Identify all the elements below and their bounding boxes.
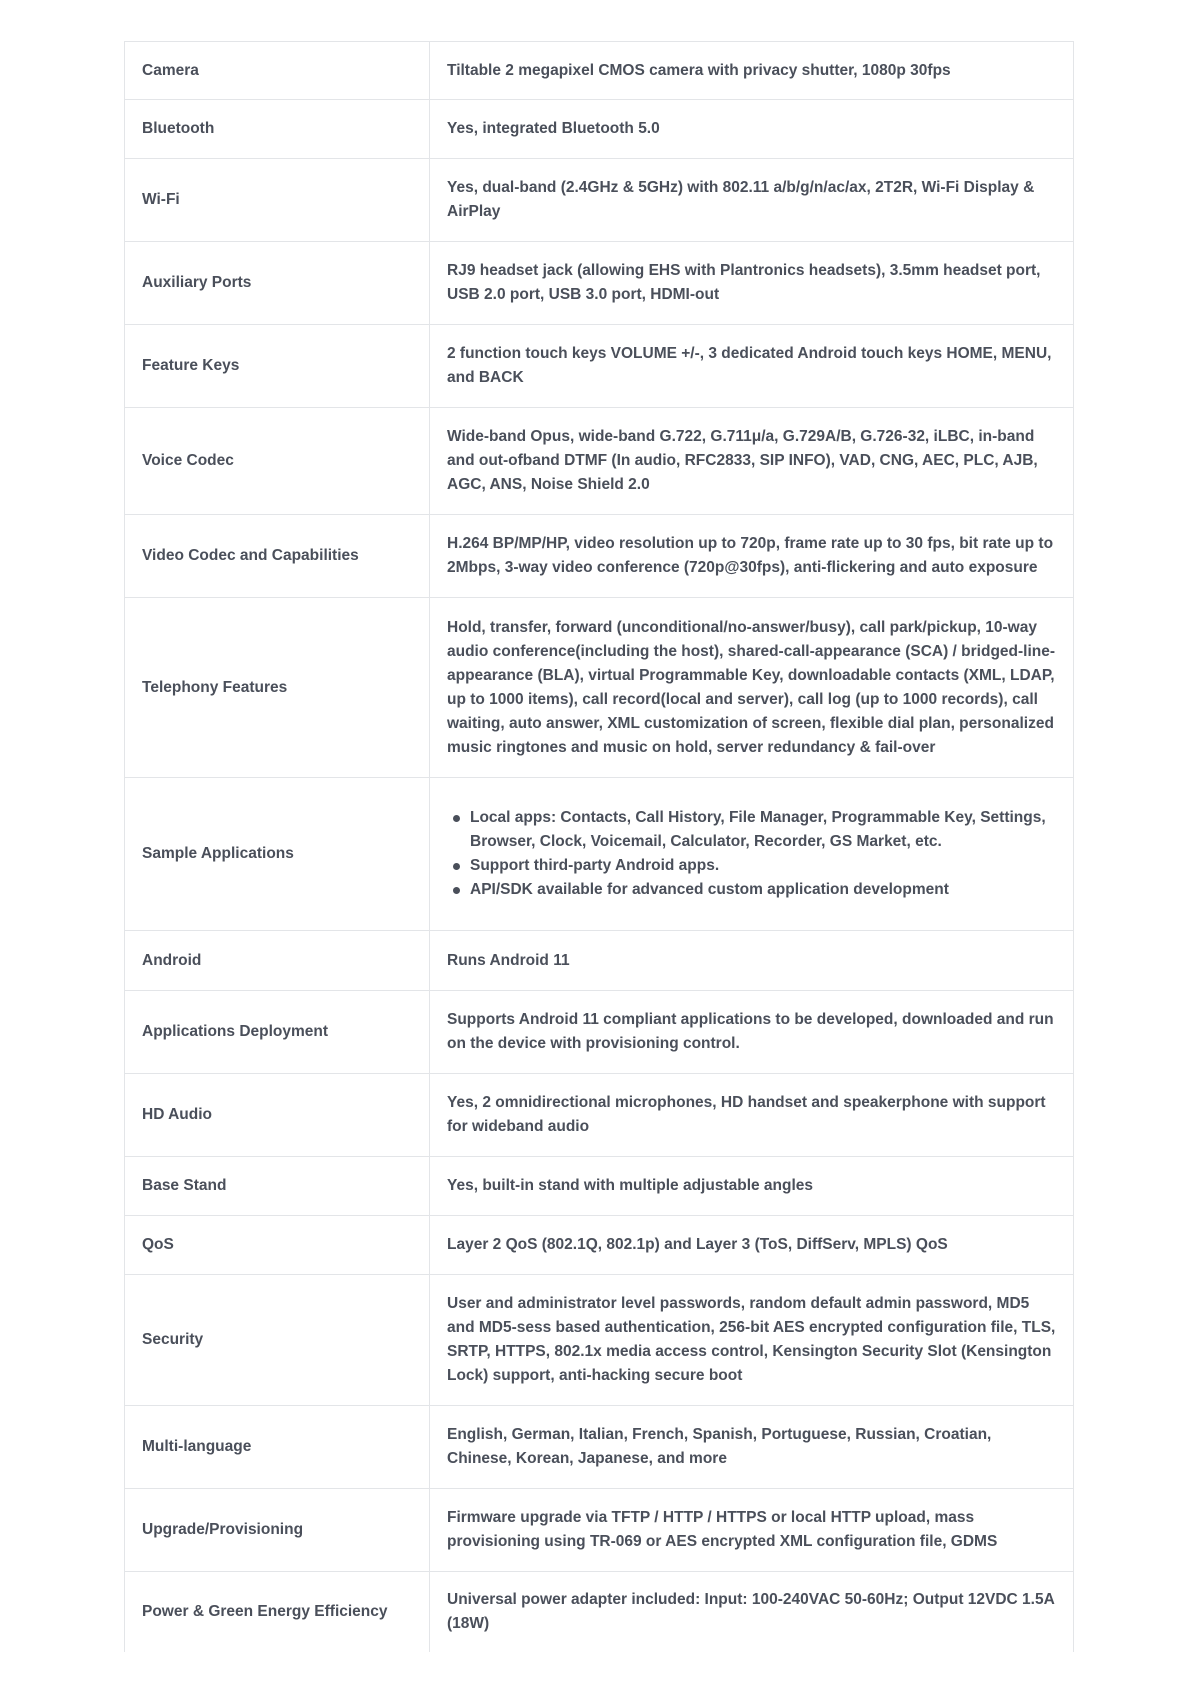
spec-row-multi-language <box>125 1406 1074 1489</box>
spec-row-hd-audio <box>125 1074 1074 1157</box>
spec-row-sample-applications <box>125 778 1074 931</box>
spec-label: Upgrade/Provisioning <box>125 1489 430 1572</box>
spec-value: H.264 BP/MP/HP, video resolution up to 720p, frame rate up to 30 fps, bit rate up to 2Mbps, 3-way video conference (720p@30fps), anti-flickering and auto exposure <box>430 515 1074 598</box>
spec-label: Power & Green Energy Efficiency <box>125 1572 430 1652</box>
spec-label: Sample Applications <box>125 778 430 931</box>
spec-row-base-stand <box>125 1157 1074 1216</box>
spec-label: Voice Codec <box>125 408 430 515</box>
spec-row-android <box>125 931 1074 991</box>
bullet-item: API/SDK available for advanced custom application development <box>447 878 1056 902</box>
spec-row-camera <box>125 42 1074 100</box>
spec-label: Multi-language <box>125 1406 430 1489</box>
spec-row-video-codec <box>125 515 1074 598</box>
spec-row-bluetooth <box>125 100 1074 159</box>
spec-label: Feature Keys <box>125 325 430 408</box>
spec-row-upgrade-provisioning <box>125 1489 1074 1572</box>
spec-row-voice-codec <box>125 408 1074 515</box>
spec-label: Bluetooth <box>125 100 430 159</box>
spec-value: Yes, built-in stand with multiple adjustable angles <box>430 1157 1074 1216</box>
spec-label: Security <box>125 1275 430 1406</box>
spec-value: Tiltable 2 megapixel CMOS camera with privacy shutter, 1080p 30fps <box>430 42 1074 100</box>
spec-label: QoS <box>125 1216 430 1275</box>
spec-row-qos <box>125 1216 1074 1275</box>
spec-value: Runs Android 11 <box>430 931 1074 991</box>
spec-row-power <box>125 1572 1074 1652</box>
spec-label: Camera <box>125 42 430 100</box>
spec-row-feature-keys <box>125 325 1074 408</box>
spec-label: Wi-Fi <box>125 159 430 242</box>
spec-row-applications-deployment <box>125 991 1074 1074</box>
spec-value: 2 function touch keys VOLUME +/-, 3 dedicated Android touch keys HOME, MENU, and BACK <box>430 325 1074 408</box>
bullet-list <box>447 806 1056 902</box>
spec-value: User and administrator level passwords, random default admin password, MD5 and MD5-sess based authentication, 256-bit AES encrypted configuration file, TLS, SRTP, HTTPS, 802.1x media access control, Kensington Security Slot (Kensington Lock) support, anti-hacking secure boot <box>430 1275 1074 1406</box>
spec-label: HD Audio <box>125 1074 430 1157</box>
spec-value: English, German, Italian, French, Spanish, Portuguese, Russian, Croatian, Chinese, Korean, Japanese, and more <box>430 1406 1074 1489</box>
spec-value: Yes, integrated Bluetooth 5.0 <box>430 100 1074 159</box>
spec-value: Firmware upgrade via TFTP / HTTP / HTTPS or local HTTP upload, mass provisioning using TR-069 or AES encrypted XML configuration file, GDMS <box>430 1489 1074 1572</box>
spec-value: Yes, 2 omnidirectional microphones, HD handset and speakerphone with support for wideband audio <box>430 1074 1074 1157</box>
spec-value: RJ9 headset jack (allowing EHS with Plantronics headsets), 3.5mm headset port, USB 2.0 port, USB 3.0 port, HDMI-out <box>430 242 1074 325</box>
spec-label: Android <box>125 931 430 991</box>
spec-value: Hold, transfer, forward (unconditional/no-answer/busy), call park/pickup, 10-way audio conference(including the host), shared-call-appearance (SCA) / bridged-line-appearance (BLA), virtual Programmable Key, downloadable contacts (XML, LDAP, up to 1000 items), call record(local and server), call log (up to 1000 records), call waiting, auto answer, XML customization of screen, flexible dial plan, personalized music ringtones and music on hold, server redundancy & fail-over <box>430 598 1074 778</box>
spec-value: Wide-band Opus, wide-band G.722, G.711μ/a, G.729A/B, G.726-32, iLBC, in-band and out-ofband DTMF (In audio, RFC2833, SIP INFO), VAD, CNG, AEC, PLC, AJB, AGC, ANS, Noise Shield 2.0 <box>430 408 1074 515</box>
bullet-item: Local apps: Contacts, Call History, File Manager, Programmable Key, Settings, Browser, Clock, Voicemail, Calculator, Recorder, GS Market, etc. <box>447 806 1056 854</box>
spec-row-telephony-features <box>125 598 1074 778</box>
spec-row-security <box>125 1275 1074 1406</box>
spec-label: Telephony Features <box>125 598 430 778</box>
bullet-item: Support third-party Android apps. <box>447 854 1056 878</box>
spec-value: Yes, dual-band (2.4GHz & 5GHz) with 802.11 a/b/g/n/ac/ax, 2T2R, Wi-Fi Display & AirPlay <box>430 159 1074 242</box>
spec-table <box>124 41 1074 1652</box>
spec-value: Layer 2 QoS (802.1Q, 802.1p) and Layer 3 (ToS, DiffServ, MPLS) QoS <box>430 1216 1074 1275</box>
spec-row-wifi <box>125 159 1074 242</box>
spec-value: Supports Android 11 compliant applications to be developed, downloaded and run on the device with provisioning control. <box>430 991 1074 1074</box>
spec-value: Universal power adapter included: Input: 100-240VAC 50-60Hz; Output 12VDC 1.5A (18W) <box>430 1572 1074 1652</box>
spec-row-auxiliary-ports <box>125 242 1074 325</box>
spec-label: Video Codec and Capabilities <box>125 515 430 598</box>
spec-label: Auxiliary Ports <box>125 242 430 325</box>
spec-label: Base Stand <box>125 1157 430 1216</box>
spec-value-list <box>430 778 1074 931</box>
spec-label: Applications Deployment <box>125 991 430 1074</box>
